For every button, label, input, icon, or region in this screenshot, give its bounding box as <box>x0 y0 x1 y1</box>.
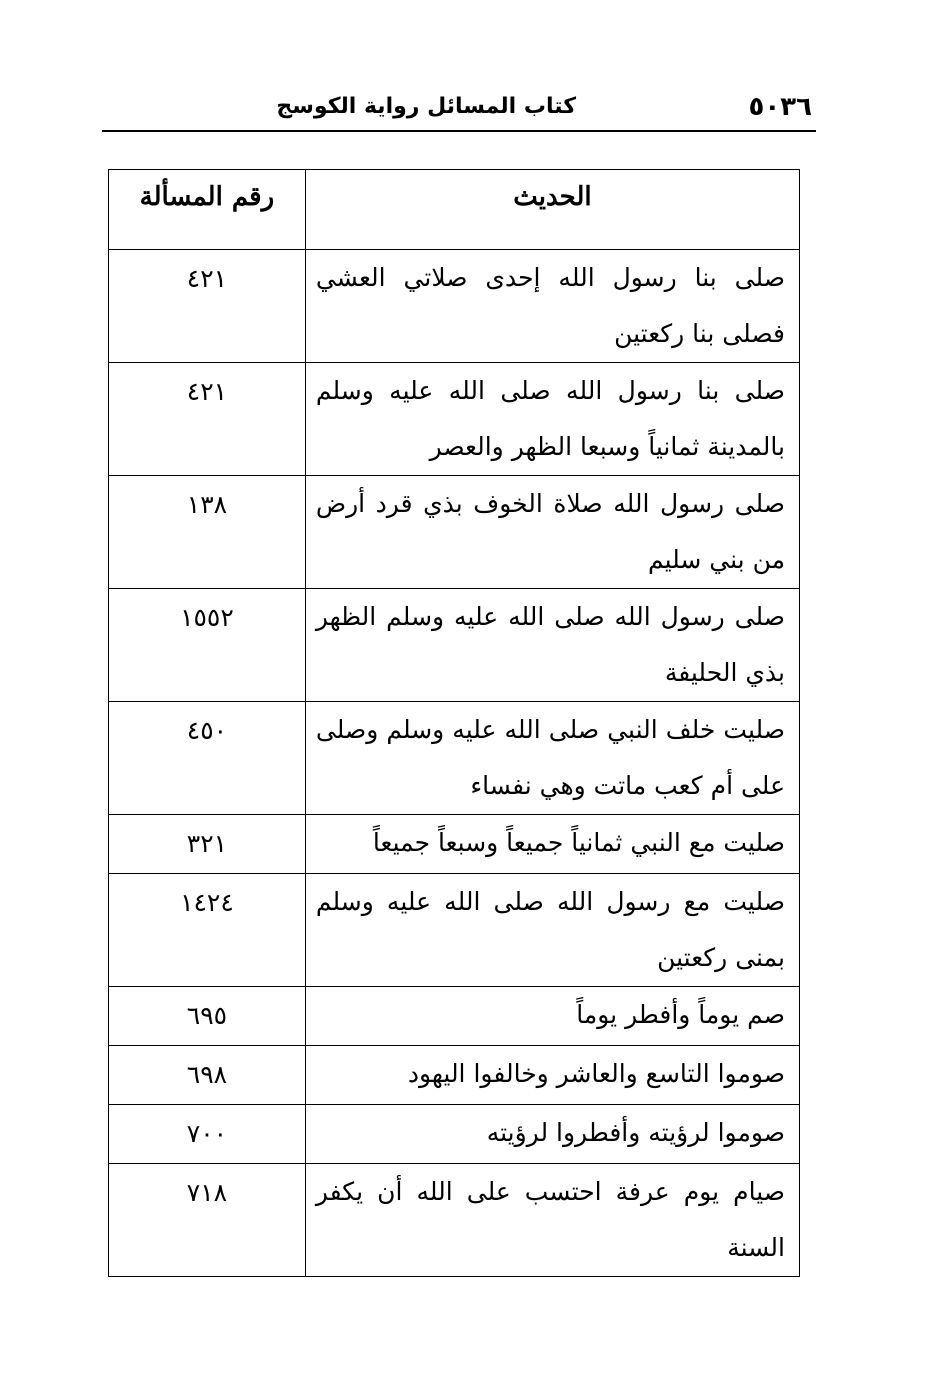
table-row <box>109 1164 800 1277</box>
table-header-row <box>109 170 800 250</box>
hadith-text: صليت مع رسول الله صلى الله عليه وسلم بمنى ركعتين <box>305 874 799 987</box>
table-row <box>109 702 800 815</box>
table-row <box>109 1046 800 1105</box>
table-row <box>109 815 800 874</box>
issue-number: ٣٢١ <box>109 815 306 874</box>
hadith-text: صوموا لرؤيته وأفطروا لرؤيته <box>305 1105 799 1164</box>
table-row <box>109 1105 800 1164</box>
table-row <box>109 987 800 1046</box>
table-row <box>109 589 800 702</box>
issue-number: ٧٠٠ <box>109 1105 306 1164</box>
issue-number: ١٤٢٤ <box>109 874 306 987</box>
issue-number: ٤٢١ <box>109 250 306 363</box>
book-title: كتاب المسائل رواية الكوسج <box>276 94 576 119</box>
page-number: ٥٠٣٦ <box>748 92 812 122</box>
hadith-text: صوموا التاسع والعاشر وخالفوا اليهود <box>305 1046 799 1105</box>
page-header <box>102 88 816 132</box>
column-header-hadith: الحديث <box>305 170 799 250</box>
hadith-text: صلى بنا رسول الله إحدى صلاتي العشي فصلى بنا ركعتين <box>305 250 799 363</box>
hadith-text: صليت خلف النبي صلى الله عليه وسلم وصلى على أم كعب ماتت وهي نفساء <box>305 702 799 815</box>
issue-number: ١٥٥٢ <box>109 589 306 702</box>
hadith-text: صلى رسول الله صلى الله عليه وسلم الظهر بذي الحليفة <box>305 589 799 702</box>
column-header-number: رقم المسألة <box>109 170 306 250</box>
table-row <box>109 476 800 589</box>
hadith-text: صلى بنا رسول الله صلى الله عليه وسلم بالمدينة ثمانياً وسبعا الظهر والعصر <box>305 363 799 476</box>
hadith-text: صلى رسول الله صلاة الخوف بذي قرد أرض من بني سليم <box>305 476 799 589</box>
issue-number: ٦٩٥ <box>109 987 306 1046</box>
hadith-text: صم يوماً وأفطر يوماً <box>305 987 799 1046</box>
hadith-index-table <box>108 169 800 1277</box>
issue-number: ١٣٨ <box>109 476 306 589</box>
issue-number: ٦٩٨ <box>109 1046 306 1105</box>
table-row <box>109 874 800 987</box>
issue-number: ٤٢١ <box>109 363 306 476</box>
table-row <box>109 363 800 476</box>
issue-number: ٤٥٠ <box>109 702 306 815</box>
hadith-text: صليت مع النبي ثمانياً جميعاً وسبعاً جميعاً <box>305 815 799 874</box>
issue-number: ٧١٨ <box>109 1164 306 1277</box>
hadith-text: صيام يوم عرفة احتسب على الله أن يكفر السنة <box>305 1164 799 1277</box>
table-row <box>109 250 800 363</box>
